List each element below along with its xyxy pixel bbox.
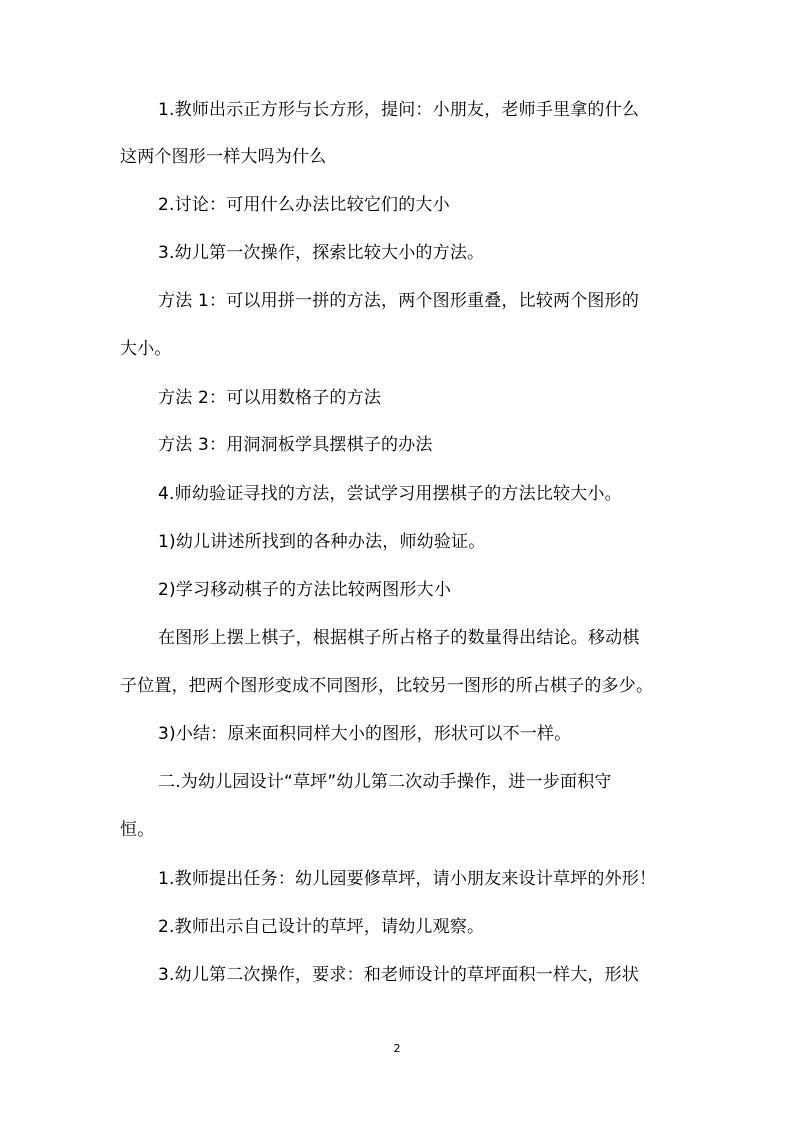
paragraph-line: 1.教师提出任务：幼儿园要修草坪，请小朋友来设计草坪的外形！ xyxy=(158,869,657,889)
paragraph-line: 大小。 xyxy=(120,339,172,359)
paragraph-line: 这两个图形一样大吗为什么 xyxy=(120,147,327,167)
paragraph-line: 3)小结：原来面积同样大小的图形，形状可以不一样。 xyxy=(158,724,572,744)
paragraph-line: 2.讨论：可用什么办法比较它们的大小 xyxy=(158,195,450,215)
paragraph-line: 方法 2：可以用数格子的方法 xyxy=(158,388,382,408)
paragraph-line: 在图形上摆上棋子，根据棋子所占格子的数量得出结论。移动棋 xyxy=(158,628,640,648)
paragraph-line: 2.教师出示自己设计的草坪，请幼儿观察。 xyxy=(158,917,485,937)
paragraph-line: 3.幼儿第二次操作，要求：和老师设计的草坪面积一样大，形状 xyxy=(158,965,640,985)
page-number: 2 xyxy=(393,1042,401,1055)
paragraph-line: 4.师幼验证寻找的方法，尝试学习用摆棋子的方法比较大小。 xyxy=(158,484,622,504)
paragraph-line: 二.为幼儿园设计“草坪”幼儿第二次动手操作，进一步面积守 xyxy=(158,772,612,792)
paragraph-line: 方法 3：用洞洞板学具摆棋子的办法 xyxy=(158,435,433,455)
paragraph-line: 子位置，把两个图形变成不同图形，比较另一图形的所占棋子的多少。 xyxy=(120,676,654,696)
paragraph-line: 1)幼儿讲述所找到的各种办法，师幼验证。 xyxy=(158,532,486,552)
paragraph-line: 1.教师出示正方形与长方形，提问：小朋友，老师手里拿的什么 xyxy=(158,100,640,120)
paragraph-line: 2)学习移动棋子的方法比较两图形大小 xyxy=(158,580,452,600)
paragraph-line: 恒。 xyxy=(120,820,155,840)
paragraph-line: 方法 1：可以用拼一拼的方法，两个图形重叠，比较两个图形的 xyxy=(158,291,640,311)
paragraph-line: 3.幼儿第一次操作，探索比较大小的方法。 xyxy=(158,243,485,263)
